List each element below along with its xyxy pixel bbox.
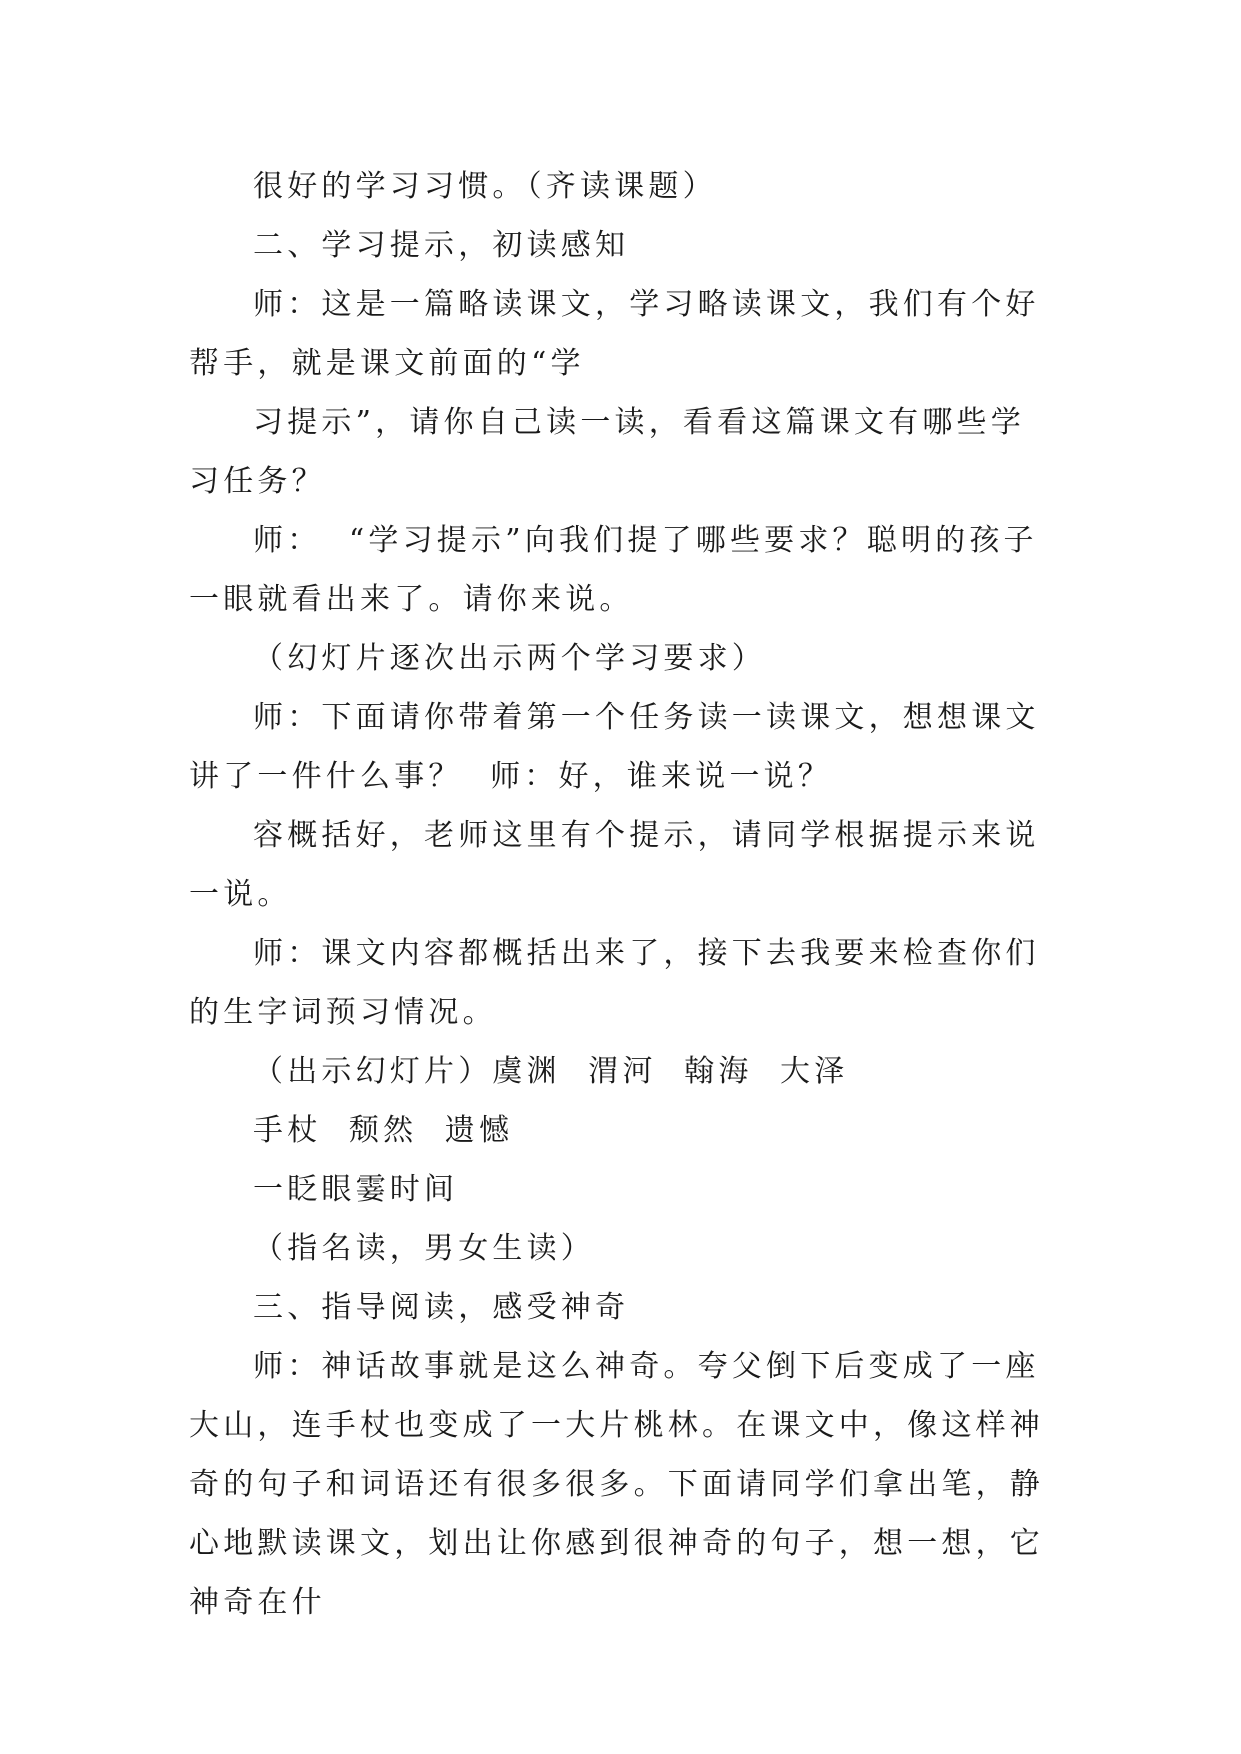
paragraph-15: 师：神话故事就是这么神奇。夸父倒下后变成了一座大山，连手杖也变成了一大片桃林。在课文中，像这样神奇的句子和词语还有很多很多。下面请同学们拿出笔，静心地默读课文，划出让你感到很神奇的句子，想一想，它神奇在什 xyxy=(189,1349,1044,1620)
paragraph-6: （幻灯片逐次出示两个学习要求） xyxy=(253,641,766,676)
paragraph-1: 很好的学习习惯。（齐读课题） xyxy=(253,169,717,204)
paragraph-3: 师：这是一篇略读课文，学习略读课文，我们有个好帮手，就是课文前面的“学 xyxy=(189,287,1040,381)
vocab-line-3: 一眨眼霎时间 xyxy=(253,1172,459,1207)
paragraph-8: 容概括好，老师这里有个提示，请同学根据提示来说一说。 xyxy=(189,818,1040,912)
paragraph-13: （指名读，男女生读） xyxy=(253,1231,595,1266)
document-body xyxy=(189,157,1049,1632)
paragraph-5: 师： “学习提示”向我们提了哪些要求？聪明的孩子一眼就看出来了。请你来说。 xyxy=(189,523,1038,617)
paragraph-9: 师：课文内容都概括出来了，接下去我要来检查你们的生字词预习情况。 xyxy=(189,936,1040,1030)
vocab-line-1: （出示幻灯片）虞渊 渭河 翰海 大泽 xyxy=(253,1054,849,1089)
section-heading-2: 二、学习提示，初读感知 xyxy=(253,228,630,263)
paragraph-4: 习提示”，请你自己读一读，看看这篇课文有哪些学习任务？ xyxy=(189,405,1025,499)
paragraph-7: 师：下面请你带着第一个任务读一读课文，想想课文讲了一件什么事？ 师：好，谁来说一说？ xyxy=(189,700,1040,794)
section-heading-3: 三、指导阅读，感受神奇 xyxy=(253,1290,630,1325)
vocab-line-2: 手杖 颓然 遗憾 xyxy=(253,1113,514,1148)
